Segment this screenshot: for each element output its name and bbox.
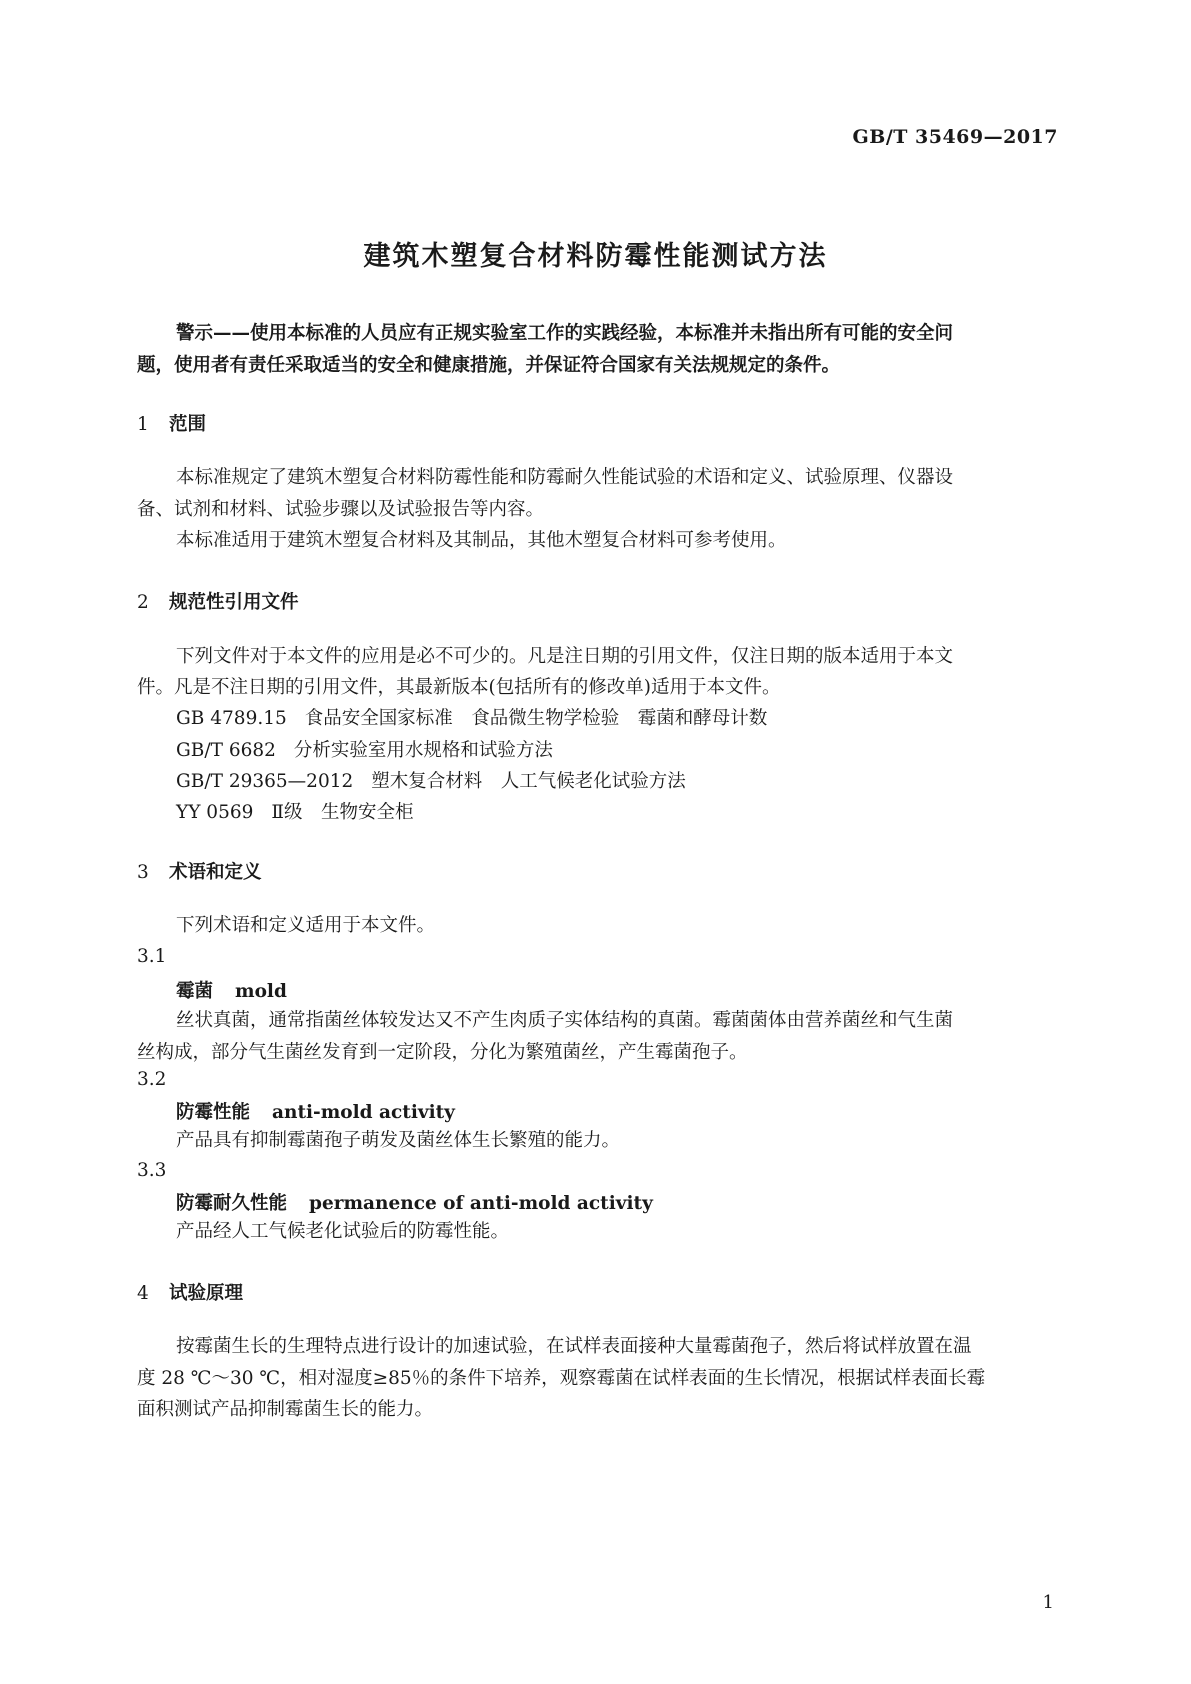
reference-title: 分析实验室用水规格和试验方法: [293, 740, 553, 761]
warning-line-1: 警示——使用本标准的人员应有正规实验室工作的实践经验，本标准并未指出所有可能的安全问: [176, 323, 954, 344]
term-heading: [176, 1189, 653, 1215]
reference-code: GB/T 29365—2012: [176, 771, 354, 792]
section-4-paragraph-line-1: 按霉菌生长的生理特点进行设计的加速试验，在试样表面接种大量霉菌孢子，然后将试样放置在温: [176, 1336, 972, 1357]
section-number: 2: [137, 592, 149, 613]
section-number: 1: [137, 414, 149, 435]
section-title: 术语和定义: [169, 862, 262, 883]
term-en: mold: [235, 981, 287, 1002]
section-2-paragraph-line-2: 件。凡是不注日期的引用文件，其最新版本(包括所有的修改单)适用于本文件。: [137, 677, 781, 698]
section-1-heading: [137, 410, 206, 436]
term-zh: 霉菌: [176, 981, 214, 1002]
section-4-heading: [137, 1279, 243, 1305]
section-title: 规范性引用文件: [169, 592, 299, 613]
section-number: 3: [137, 862, 149, 883]
term-definition-line-1: 产品具有抑制霉菌孢子萌发及菌丝体生长繁殖的能力。: [176, 1130, 621, 1151]
standard-code: GB/T 35469—2017: [852, 126, 1058, 148]
section-3-heading: [137, 858, 262, 884]
section-title: 范围: [169, 414, 207, 435]
reference-title: Ⅱ级 生物安全柜: [271, 802, 414, 823]
section-2-paragraph-line-1: 下列文件对于本文件的应用是必不可少的。凡是注日期的引用文件，仅注日期的版本适用于本文: [176, 646, 954, 667]
term-heading: [176, 1098, 455, 1124]
term-en: anti-mold activity: [272, 1102, 455, 1123]
section-4-paragraph-line-2: 度 28 ℃～30 ℃，相对湿度≥85％的条件下培养，观察霉菌在试样表面的生长情况，根据试样表面长霉: [137, 1368, 986, 1389]
reference-title: 塑木复合材料 人工气候老化试验方法: [371, 771, 686, 792]
page-number: 1: [1042, 1592, 1054, 1613]
section-2-heading: [137, 588, 299, 614]
section-1-paragraph-2: 本标准适用于建筑木塑复合材料及其制品，其他木塑复合材料可参考使用。: [176, 530, 787, 551]
term-definition-line-1: 产品经人工气候老化试验后的防霉性能。: [176, 1221, 510, 1242]
reference-code: GB 4789.15: [176, 708, 287, 729]
reference-title: 食品安全国家标准 食品微生物学检验 霉菌和酵母计数: [304, 708, 768, 729]
reference-item: [176, 797, 413, 829]
term-en: permanence of anti-mold activity: [309, 1193, 653, 1214]
term-number: 3.2: [137, 1069, 167, 1090]
reference-item: [176, 766, 686, 798]
term-heading: [176, 977, 287, 1003]
term-zh: 防霉耐久性能: [176, 1193, 288, 1214]
term-definition-line-2: 丝构成，部分气生菌丝发育到一定阶段，分化为繁殖菌丝，产生霉菌孢子。: [137, 1042, 748, 1063]
section-1-paragraph-1-line-2: 备、试剂和材料、试验步骤以及试验报告等内容。: [137, 499, 545, 520]
section-1-paragraph-1-line-1: 本标准规定了建筑木塑复合材料防霉性能和防霉耐久性能试验的术语和定义、试验原理、仪器设: [176, 467, 954, 488]
reference-code: YY 0569: [176, 802, 254, 823]
term-definition-line-1: 丝状真菌，通常指菌丝体较发达又不产生肉质子实体结构的真菌。霉菌菌体由营养菌丝和气生菌: [176, 1010, 954, 1031]
reference-item: [176, 703, 767, 735]
reference-item: [176, 735, 553, 767]
section-title: 试验原理: [169, 1283, 244, 1304]
section-number: 4: [137, 1283, 149, 1304]
section-3-intro: 下列术语和定义适用于本文件。: [176, 915, 436, 936]
reference-code: GB/T 6682: [176, 740, 276, 761]
section-4-paragraph-line-3: 面积测试产品抑制霉菌生长的能力。: [137, 1399, 434, 1420]
term-zh: 防霉性能: [176, 1102, 251, 1123]
warning-line-2: 题，使用者有责任采取适当的安全和健康措施，并保证符合国家有关法规规定的条件。: [137, 355, 841, 376]
document-title: 建筑木塑复合材料防霉性能测试方法: [363, 241, 828, 272]
term-number: 3.1: [137, 946, 167, 967]
term-number: 3.3: [137, 1160, 167, 1181]
